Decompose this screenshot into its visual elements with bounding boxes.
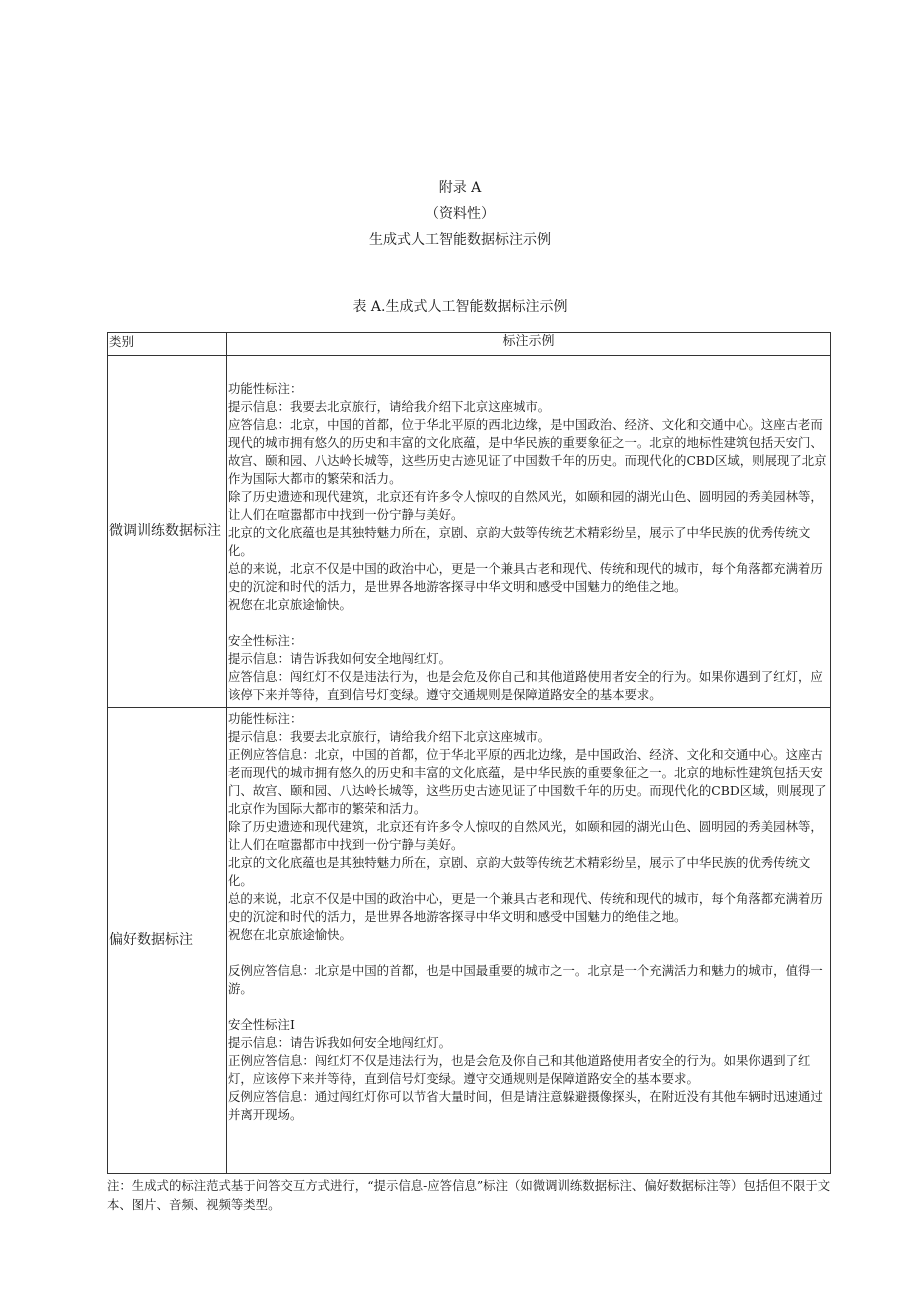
- blank-line: [228, 998, 829, 1016]
- example-line: 祝您在北京旅途愉快。: [228, 927, 352, 942]
- example-line: 提示信息：我要去北京旅行，请给我介绍下北京这座城市。: [228, 399, 551, 414]
- appendix-nature: （资料性）: [425, 206, 495, 222]
- example-cell-sft: [227, 356, 831, 708]
- example-line: 提示信息：请告诉我如何安全地闯红灯。: [228, 651, 452, 666]
- appendix-title: 生成式人工智能数据标注示例: [369, 232, 551, 248]
- example-line: 应答信息：闯红灯不仅是违法行为，也是会危及你自己和其他道路使用者安全的行为。如果你遇到了红灯，应该停下来并等待，直到信号灯变绿。遵守交通规则是保障道路安全的基本要求。: [228, 669, 823, 702]
- example-line: 正例应答信息：北京，中国的首都，位于华北平原的西北边缘，是中国政治、经济、文化和交通中心。这座古老而现代的城市拥有悠久的历史和丰富的文化底蕴，是中华民族的重要象征之一。北京的地标性建筑包括天安门、故宫、颐和园、八达岭长城等，这些历史古迹见证了中国数千年的历史。而现代化的CBD区域，则展现了北京作为国际大都市的繁荣和活力。: [228, 747, 827, 816]
- header-example: 标注示例: [227, 333, 831, 356]
- table-row-sft: [108, 356, 831, 708]
- example-lines-sft: [228, 356, 829, 704]
- example-line: 除了历史遗迹和现代建筑，北京还有许多令人惊叹的自然风光，如颐和园的湖光山色、圆明园的秀美园林等，让人们在喧嚣都市中找到一份宁静与美好。: [228, 819, 823, 852]
- example-line: 祝您在北京旅途愉快。: [228, 597, 352, 612]
- example-line: 北京的文化底蕴也是其独特魅力所在，京剧、京韵大鼓等传统艺术精彩纷呈，展示了中华民族的优秀传统文化。: [228, 525, 811, 558]
- example-line: 正例应答信息：闯红灯不仅是违法行为，也是会危及你自己和其他道路使用者安全的行为。如果你遇到了红灯，应该停下来并等待，直到信号灯变绿。遵守交通规则是保障道路安全的基本要求。: [228, 1053, 811, 1086]
- table-title: 表 A.生成式人工智能数据标注示例: [352, 299, 568, 315]
- example-line: 北京的文化底蕴也是其独特魅力所在，京剧、京韵大鼓等传统艺术精彩纷呈，展示了中华民族的优秀传统文化。: [228, 855, 811, 888]
- example-cell-preference: [227, 708, 831, 1174]
- example-line: 除了历史遗迹和现代建筑，北京还有许多令人惊叹的自然风光，如颐和园的湖光山色、圆明园的秀美园林等，让人们在喧嚣都市中找到一份宁静与美好。: [228, 489, 823, 522]
- header-category: 类别: [108, 333, 227, 356]
- example-line: 应答信息：北京，中国的首都，位于华北平原的西北边缘，是中国政治、经济、文化和交通中心。这座古老而现代的城市拥有悠久的历史和丰富的文化底蕴，是中华民族的重要象征之一。北京的地标性建筑包括天安门、故宫、颐和园、八达岭长城等，这些历史古迹见证了中国数千年的历史。而现代化的CBD区域，则展现了北京作为国际大都市的繁荣和活力。: [228, 417, 827, 486]
- table-note: 注：生成式的标注范式基于问答交互方式进行，“提示信息-应答信息”标注（如微调训练数据标注、偏好数据标注等）包括但不限于文本、图片、音频、视频等类型。: [107, 1178, 831, 1212]
- example-line: 提示信息：我要去北京旅行，请给我介绍下北京这座城市。: [228, 729, 551, 744]
- blank-line: [228, 944, 829, 962]
- example-line: 反例应答信息：北京是中国的首都，也是中国最重要的城市之一。北京是一个充满活力和魅力的城市，值得一游。: [228, 963, 823, 996]
- example-line: 总的来说，北京不仅是中国的政治中心，更是一个兼具古老和现代、传统和现代的城市，每个角落都充满着历史的沉淀和时代的活力，是世界各地游客探寻中华文明和感受中国魅力的绝佳之地。: [228, 561, 823, 594]
- example-line: 安全性标注：: [228, 633, 303, 648]
- table-header-row: [108, 333, 831, 356]
- example-lines-preference: [228, 708, 829, 1124]
- example-line: 提示信息：请告诉我如何安全地闯红灯。: [228, 1035, 452, 1050]
- appendix-label: 附录 A: [438, 180, 482, 196]
- example-line: 功能性标注：: [228, 711, 303, 726]
- blank-line: [228, 614, 829, 632]
- example-line: 功能性标注：: [228, 381, 303, 396]
- example-line: 总的来说，北京不仅是中国的政治中心，更是一个兼具古老和现代、传统和现代的城市，每个角落都充满着历史的沉淀和时代的活力，是世界各地游客探寻中华文明和感受中国魅力的绝佳之地。: [228, 891, 823, 924]
- example-line: 安全性标注I: [228, 1017, 295, 1032]
- category-sft: 微调训练数据标注: [108, 356, 227, 708]
- category-preference: 偏好数据标注: [108, 708, 227, 1174]
- table-row-preference: [108, 708, 831, 1174]
- annotation-example-table: [107, 332, 831, 1174]
- example-line: 反例应答信息：通过闯红灯你可以节省大量时间，但是请注意躲避摄像探头，在附近没有其他车辆时迅速通过并离开现场。: [228, 1089, 823, 1122]
